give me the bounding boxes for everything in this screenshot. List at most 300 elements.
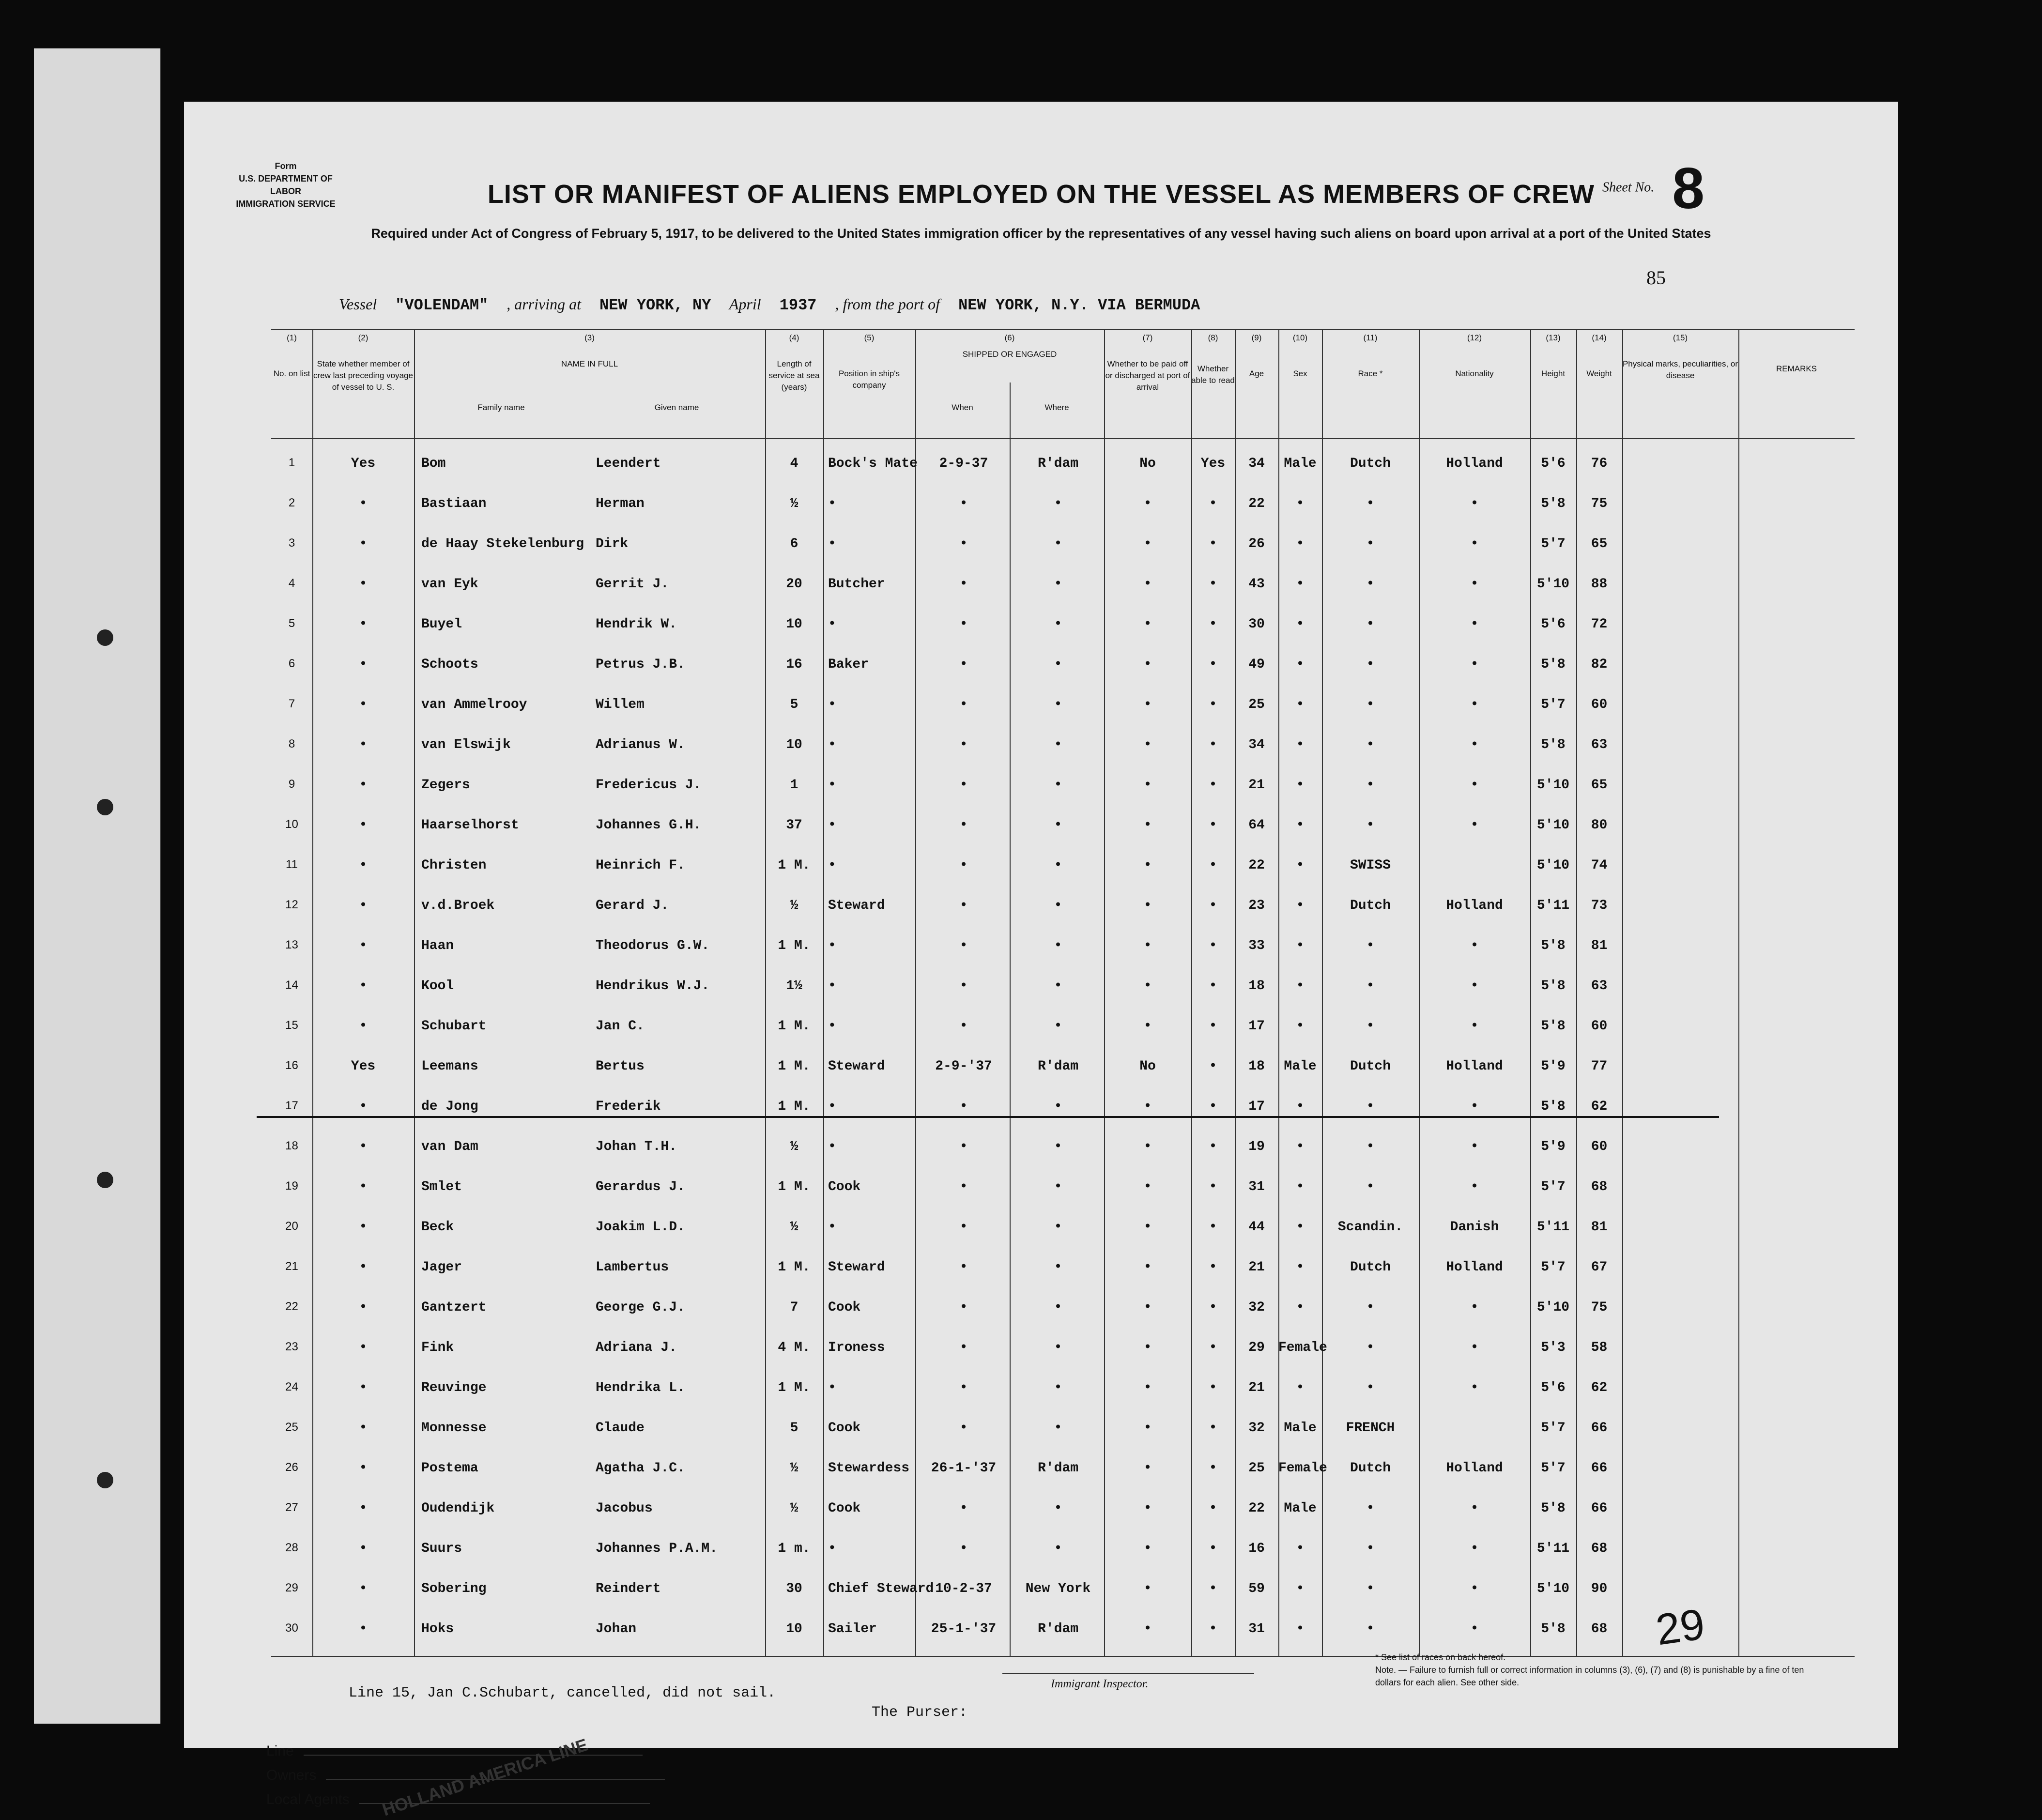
row-able-to-read: • <box>1209 617 1217 632</box>
row-paid-off: • <box>1143 898 1152 913</box>
row-age: 34 <box>1248 737 1265 752</box>
row-sex: • <box>1296 617 1305 632</box>
from-port: NEW YORK, N.Y. VIA BERMUDA <box>958 296 1200 314</box>
row-shipped-where: R'dam <box>1037 456 1078 471</box>
row-previous-voyage: • <box>359 898 368 913</box>
row-shipped-where: R'dam <box>1037 1621 1078 1636</box>
row-shipped-when: • <box>959 1019 968 1034</box>
row-weight: 68 <box>1591 1179 1608 1194</box>
row-nationality: • <box>1470 1019 1479 1034</box>
row-paid-off: • <box>1143 938 1152 953</box>
row-given-name: Petrus J.B. <box>596 657 685 672</box>
row-weight: 81 <box>1591 1220 1608 1235</box>
row-position: Baker <box>828 657 869 672</box>
company-stamp: HOLLAND AMERICA LINE <box>380 1734 590 1820</box>
row-shipped-when: • <box>959 577 968 592</box>
row-height: 5'11 <box>1536 1541 1570 1556</box>
row-paid-off: • <box>1143 1541 1152 1556</box>
row-family-name: Suurs <box>421 1541 462 1556</box>
column-number: (3) <box>584 333 595 342</box>
row-length-of-service: 37 <box>786 818 802 833</box>
row-race: • <box>1366 617 1375 632</box>
row-given-name: Adrianus W. <box>596 737 685 752</box>
row-shipped-where: • <box>1054 1541 1062 1556</box>
row-sex: • <box>1296 778 1305 793</box>
arrival-year: 1937 <box>779 296 817 314</box>
row-family-name: Haarselhorst <box>421 818 519 833</box>
row-family-name: van Elswijk <box>421 737 511 752</box>
row-able-to-read: • <box>1209 737 1217 752</box>
table-row <box>271 1048 1855 1086</box>
page-number: 85 <box>1646 267 1666 289</box>
row-shipped-where: • <box>1054 858 1062 873</box>
vessel-label: Vessel <box>339 295 377 313</box>
row-number: 21 <box>285 1260 298 1273</box>
row-previous-voyage: • <box>359 1541 368 1556</box>
row-length-of-service: 10 <box>786 617 802 632</box>
table-row <box>271 1490 1855 1528</box>
row-weight: 60 <box>1591 697 1608 712</box>
row-sex: Male <box>1284 1059 1317 1074</box>
row-paid-off: • <box>1143 1421 1152 1436</box>
row-nationality: Holland <box>1446 1461 1503 1476</box>
row-able-to-read: • <box>1209 1300 1217 1315</box>
row-sex: Female <box>1278 1340 1327 1355</box>
row-weight: 81 <box>1591 938 1608 953</box>
row-shipped-where: • <box>1054 1139 1062 1154</box>
row-race: • <box>1366 1300 1375 1315</box>
row-given-name: Dirk <box>596 536 629 551</box>
table-row <box>271 1289 1855 1327</box>
row-height: 5'10 <box>1536 1581 1570 1596</box>
row-sex: • <box>1296 1260 1305 1275</box>
column-number: (2) <box>358 333 368 342</box>
row-able-to-read: • <box>1209 858 1217 873</box>
row-nationality: • <box>1470 1541 1479 1556</box>
row-height: 5'8 <box>1541 496 1566 511</box>
row-shipped-where: • <box>1054 1421 1062 1436</box>
row-sex: • <box>1296 1220 1305 1235</box>
row-age: 21 <box>1248 778 1265 793</box>
row-family-name: Christen <box>421 858 487 873</box>
row-given-name: Johannes G.H. <box>596 818 702 833</box>
row-length-of-service: 1 M. <box>778 1019 811 1034</box>
row-previous-voyage: • <box>359 1179 368 1194</box>
row-position: Chief Steward <box>828 1581 934 1596</box>
row-nationality: Holland <box>1446 1059 1503 1074</box>
row-height: 5'7 <box>1541 536 1566 551</box>
row-previous-voyage: • <box>359 1461 368 1476</box>
row-number: 28 <box>285 1541 298 1554</box>
row-family-name: Monnesse <box>421 1421 487 1436</box>
purser-label: The Purser: <box>872 1704 968 1721</box>
row-nationality: • <box>1470 1340 1479 1355</box>
row-number: 14 <box>285 979 298 992</box>
row-position: • <box>828 818 836 833</box>
row-number: 29 <box>285 1581 298 1594</box>
row-paid-off: • <box>1143 1581 1152 1596</box>
row-given-name: Gerard J. <box>596 898 669 913</box>
row-number: 27 <box>285 1501 298 1514</box>
row-shipped-when: • <box>959 536 968 551</box>
row-position: • <box>828 1220 836 1235</box>
row-height: 5'7 <box>1541 1179 1566 1194</box>
row-paid-off: • <box>1143 818 1152 833</box>
row-height: 5'8 <box>1541 979 1566 994</box>
header-family-name: Family name <box>477 403 525 412</box>
row-able-to-read: • <box>1209 1019 1217 1034</box>
row-length-of-service: 5 <box>790 1421 798 1436</box>
row-able-to-read: • <box>1209 1260 1217 1275</box>
row-previous-voyage: • <box>359 1340 368 1355</box>
row-length-of-service: 6 <box>790 536 798 551</box>
row-given-name: Frederik <box>596 1099 661 1114</box>
header-remarks: REMARKS <box>1776 364 1817 373</box>
table-row <box>271 1410 1855 1448</box>
row-weight: 60 <box>1591 1139 1608 1154</box>
from-label: , from the port of <box>835 295 940 313</box>
row-race: • <box>1366 1541 1375 1556</box>
row-height: 5'8 <box>1541 737 1566 752</box>
row-shipped-where: • <box>1054 778 1062 793</box>
table-row <box>271 727 1855 765</box>
row-race: • <box>1366 778 1375 793</box>
column-number: (7) <box>1142 333 1153 342</box>
row-nationality: • <box>1470 536 1479 551</box>
row-paid-off: • <box>1143 737 1152 752</box>
row-previous-voyage: • <box>359 657 368 672</box>
row-shipped-when: • <box>959 979 968 994</box>
row-sex: • <box>1296 1581 1305 1596</box>
row-height: 5'10 <box>1536 818 1570 833</box>
row-nationality: • <box>1470 697 1479 712</box>
row-shipped-where: • <box>1054 818 1062 833</box>
row-age: 25 <box>1248 1461 1265 1476</box>
header-race: Race * <box>1358 369 1383 378</box>
row-given-name: Reindert <box>596 1581 661 1596</box>
row-sex: • <box>1296 496 1305 511</box>
row-shipped-when: • <box>959 737 968 752</box>
row-sex: • <box>1296 1179 1305 1194</box>
footnote-races: * See list of races on back hereof. <box>1375 1652 1506 1662</box>
row-able-to-read: • <box>1209 697 1217 712</box>
row-family-name: Bastiaan <box>421 496 487 511</box>
column-number: (6) <box>1004 333 1015 342</box>
row-position: Cook <box>828 1300 861 1315</box>
row-nationality: • <box>1470 1099 1479 1114</box>
row-shipped-where: New York <box>1025 1581 1091 1596</box>
row-sex: • <box>1296 536 1305 551</box>
row-weight: 63 <box>1591 737 1608 752</box>
row-family-name: Zegers <box>421 778 470 793</box>
row-family-name: Reuvinge <box>421 1380 487 1395</box>
row-family-name: Postema <box>421 1461 478 1476</box>
row-height: 5'10 <box>1536 1300 1570 1315</box>
row-race: • <box>1366 657 1375 672</box>
row-height: 5'10 <box>1536 858 1570 873</box>
row-position: Butcher <box>828 577 885 592</box>
row-length-of-service: 1 M. <box>778 1099 811 1114</box>
header-nationality: Nationality <box>1455 369 1494 378</box>
row-able-to-read: • <box>1209 1541 1217 1556</box>
row-given-name: Jacobus <box>596 1501 653 1516</box>
row-nationality: • <box>1470 1380 1479 1395</box>
row-shipped-where: • <box>1054 938 1062 953</box>
header-length-of-service: Length of service at sea (years) <box>768 359 820 392</box>
row-number: 2 <box>288 496 295 509</box>
column-number: (8) <box>1208 333 1218 342</box>
row-sex: Male <box>1284 456 1317 471</box>
row-length-of-service: 20 <box>786 577 802 592</box>
header-name-in-full: NAME IN FULL <box>561 359 618 368</box>
row-number: 19 <box>285 1179 298 1193</box>
row-position: • <box>828 617 836 632</box>
row-height: 5'8 <box>1541 1019 1566 1034</box>
row-shipped-where: • <box>1054 1179 1062 1194</box>
row-paid-off: • <box>1143 617 1152 632</box>
row-age: 31 <box>1248 1179 1265 1194</box>
column-number: (11) <box>1363 333 1378 342</box>
row-length-of-service: ½ <box>790 1501 798 1516</box>
row-height: 5'6 <box>1541 617 1566 632</box>
row-family-name: van Dam <box>421 1139 478 1154</box>
row-given-name: Johan T.H. <box>596 1139 677 1154</box>
row-length-of-service: 1 M. <box>778 1179 811 1194</box>
row-given-name: Johannes P.A.M. <box>596 1541 718 1556</box>
row-able-to-read: • <box>1209 979 1217 994</box>
row-sex: • <box>1296 697 1305 712</box>
row-height: 5'11 <box>1536 1220 1570 1235</box>
column-number: (14) <box>1592 333 1607 342</box>
row-nationality: • <box>1470 818 1479 833</box>
row-sex: • <box>1296 1380 1305 1395</box>
row-shipped-when: • <box>959 1260 968 1275</box>
row-number: 26 <box>285 1461 298 1474</box>
row-age: 22 <box>1248 1501 1265 1516</box>
row-number: 3 <box>288 536 295 550</box>
row-family-name: Bom <box>421 456 446 471</box>
row-age: 64 <box>1248 818 1265 833</box>
row-family-name: Beck <box>421 1220 454 1235</box>
row-shipped-where: • <box>1054 577 1062 592</box>
row-age: 49 <box>1248 657 1265 672</box>
row-paid-off: • <box>1143 1621 1152 1636</box>
row-sex: • <box>1296 577 1305 592</box>
row-family-name: Smlet <box>421 1179 462 1194</box>
row-age: 16 <box>1248 1541 1265 1556</box>
row-previous-voyage: • <box>359 1099 368 1114</box>
row-height: 5'3 <box>1541 1340 1566 1355</box>
row-weight: 88 <box>1591 577 1608 592</box>
header-physical-marks: Physical marks, peculiarities, or disease <box>1622 359 1738 380</box>
row-shipped-when: • <box>959 1380 968 1395</box>
row-nationality: • <box>1470 1581 1479 1596</box>
row-given-name: Willem <box>596 697 645 712</box>
row-given-name: Fredericus J. <box>596 778 702 793</box>
row-weight: 65 <box>1591 536 1608 551</box>
row-sex: • <box>1296 979 1305 994</box>
row-previous-voyage: • <box>359 1501 368 1516</box>
row-nationality: • <box>1470 577 1479 592</box>
row-able-to-read: • <box>1209 1139 1217 1154</box>
row-age: 22 <box>1248 496 1265 511</box>
row-family-name: de Haay Stekelenburg <box>421 536 584 551</box>
row-shipped-when: • <box>959 858 968 873</box>
punch-hole <box>97 1172 113 1188</box>
row-paid-off: • <box>1143 1220 1152 1235</box>
column-number: (10) <box>1292 333 1308 342</box>
row-weight: 67 <box>1591 1260 1608 1275</box>
row-race: • <box>1366 1019 1375 1034</box>
row-shipped-where: • <box>1054 657 1062 672</box>
row-length-of-service: 10 <box>786 1621 802 1636</box>
row-position: • <box>828 496 836 511</box>
row-nationality: • <box>1470 1139 1479 1154</box>
row-given-name: Agatha J.C. <box>596 1461 685 1476</box>
row-shipped-where: R'dam <box>1037 1059 1078 1074</box>
row-position: Steward <box>828 898 885 913</box>
row-given-name: Herman <box>596 496 645 511</box>
row-weight: 62 <box>1591 1380 1608 1395</box>
row-age: 34 <box>1248 456 1265 471</box>
row-nationality: Danish <box>1450 1220 1499 1235</box>
row-weight: 76 <box>1591 456 1608 471</box>
cancellation-note: Line 15, Jan C.Schubart, cancelled, did not sail. <box>349 1685 776 1701</box>
row-able-to-read: • <box>1209 657 1217 672</box>
row-able-to-read: • <box>1209 1179 1217 1194</box>
row-height: 5'11 <box>1536 898 1570 913</box>
row-sex: Male <box>1284 1501 1317 1516</box>
row-able-to-read: • <box>1209 938 1217 953</box>
row-previous-voyage: • <box>359 818 368 833</box>
row-position: Bock's Mate <box>828 456 918 471</box>
row-given-name: Heinrich F. <box>596 858 685 873</box>
table-row <box>271 928 1855 965</box>
row-height: 5'7 <box>1541 1260 1566 1275</box>
row-race: • <box>1366 1340 1375 1355</box>
row-paid-off: • <box>1143 778 1152 793</box>
row-length-of-service: 16 <box>786 657 802 672</box>
row-previous-voyage: • <box>359 536 368 551</box>
row-age: 30 <box>1248 617 1265 632</box>
row-shipped-when: 25-1-'37 <box>931 1621 997 1636</box>
row-number: 6 <box>288 657 295 670</box>
row-weight: 74 <box>1591 858 1608 873</box>
row-family-name: Leemans <box>421 1059 478 1074</box>
row-weight: 90 <box>1591 1581 1608 1596</box>
row-length-of-service: 1 M. <box>778 858 811 873</box>
row-shipped-where: • <box>1054 1019 1062 1034</box>
row-sex: • <box>1296 657 1305 672</box>
row-shipped-where: • <box>1054 1501 1062 1516</box>
row-family-name: van Ammelrooy <box>421 697 527 712</box>
row-height: 5'7 <box>1541 697 1566 712</box>
row-given-name: Adriana J. <box>596 1340 677 1355</box>
row-shipped-when: • <box>959 938 968 953</box>
row-position: Cook <box>828 1179 861 1194</box>
row-previous-voyage: • <box>359 938 368 953</box>
row-height: 5'8 <box>1541 1099 1566 1114</box>
row-position: Sailer <box>828 1621 877 1636</box>
table-row <box>271 445 1855 483</box>
row-family-name: Fink <box>421 1340 454 1355</box>
row-shipped-when: • <box>959 818 968 833</box>
row-paid-off: • <box>1143 1099 1152 1114</box>
table-row <box>271 1129 1855 1166</box>
row-paid-off: • <box>1143 858 1152 873</box>
row-able-to-read: • <box>1209 577 1217 592</box>
row-weight: 75 <box>1591 1300 1608 1315</box>
row-number: 7 <box>288 697 295 710</box>
row-able-to-read: • <box>1209 1340 1217 1355</box>
row-paid-off: • <box>1143 697 1152 712</box>
table-row <box>271 847 1855 885</box>
table-row <box>271 968 1855 1006</box>
row-sex: • <box>1296 1541 1305 1556</box>
table-row <box>271 1571 1855 1608</box>
row-nationality: Holland <box>1446 456 1503 471</box>
punch-hole <box>97 1472 113 1488</box>
row-number: 13 <box>285 938 298 951</box>
row-weight: 66 <box>1591 1501 1608 1516</box>
row-previous-voyage: • <box>359 496 368 511</box>
row-nationality: • <box>1470 617 1479 632</box>
inspector-label: Immigrant Inspector. <box>1051 1678 1149 1690</box>
row-weight: 82 <box>1591 657 1608 672</box>
row-number: 12 <box>285 898 298 911</box>
row-previous-voyage: • <box>359 979 368 994</box>
row-sex: Male <box>1284 1421 1317 1436</box>
row-age: 32 <box>1248 1421 1265 1436</box>
table-row <box>271 1450 1855 1488</box>
row-age: 23 <box>1248 898 1265 913</box>
row-length-of-service: 1 m. <box>778 1541 811 1556</box>
row-age: 21 <box>1248 1380 1265 1395</box>
row-race: • <box>1366 818 1375 833</box>
table-row <box>271 687 1855 724</box>
row-height: 5'9 <box>1541 1139 1566 1154</box>
row-nationality: • <box>1470 737 1479 752</box>
row-given-name: Hendrika L. <box>596 1380 685 1395</box>
row-height: 5'6 <box>1541 456 1566 471</box>
row-previous-voyage: • <box>359 1220 368 1235</box>
column-number: (1) <box>287 333 297 342</box>
row-sex: • <box>1296 858 1305 873</box>
header-shipped-or-engaged: SHIPPED OR ENGAGED <box>962 350 1057 359</box>
row-number: 22 <box>285 1300 298 1313</box>
arriving-port: NEW YORK, NY <box>599 296 711 314</box>
row-race: Dutch <box>1350 1461 1391 1476</box>
row-shipped-when: • <box>959 657 968 672</box>
row-nationality: Holland <box>1446 1260 1503 1275</box>
row-shipped-where: R'dam <box>1037 1461 1078 1476</box>
row-shipped-where: • <box>1054 1380 1062 1395</box>
row-position: • <box>828 979 836 994</box>
row-shipped-when: • <box>959 1421 968 1436</box>
row-given-name: Bertus <box>596 1059 645 1074</box>
table-row <box>271 1249 1855 1287</box>
header-where: Where <box>1044 403 1069 412</box>
row-number: 18 <box>285 1139 298 1152</box>
row-number: 5 <box>288 617 295 630</box>
row-number: 23 <box>285 1340 298 1353</box>
row-shipped-when: • <box>959 1139 968 1154</box>
row-given-name: Jan C. <box>596 1019 645 1034</box>
row-given-name: Hendrik W. <box>596 617 677 632</box>
row-previous-voyage: • <box>359 1581 368 1596</box>
row-previous-voyage: • <box>359 737 368 752</box>
row-weight: 68 <box>1591 1621 1608 1636</box>
